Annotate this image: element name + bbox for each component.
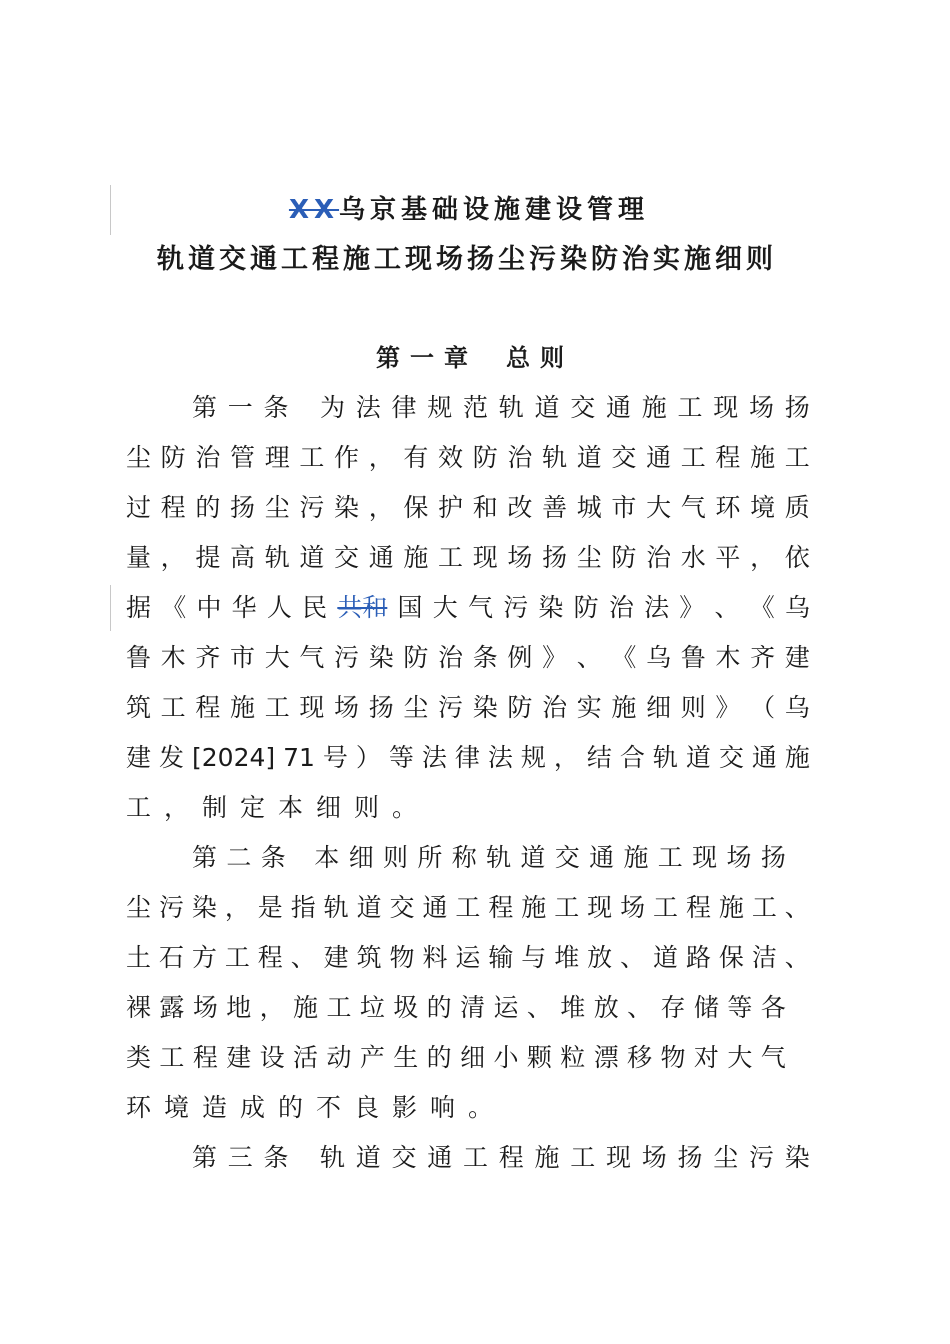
document-title-line-1 bbox=[0, 190, 944, 230]
chapter-heading bbox=[0, 340, 950, 376]
paragraph-line: 第 三 条 轨 道 交 通 工 程 施 工 现 场 扬 尘 污 染 bbox=[192, 1143, 810, 1172]
paragraph-line: 量 ， 提 高 轨 道 交 通 施 工 现 场 扬 尘 防 治 水 平 ， 依 bbox=[126, 543, 810, 572]
revision-bar bbox=[110, 585, 111, 631]
paragraph-line: 类 工 程 建 设 活 动 产 生 的 细 小 颗 粒 漂 移 物 对 大 气 bbox=[126, 1043, 786, 1072]
paragraph-line: 尘 防 治 管 理 工 作 ， 有 效 防 治 轨 道 交 通 工 程 施 工 bbox=[126, 443, 810, 472]
paragraph-line: 过 程 的 扬 尘 污 染 ， 保 护 和 改 善 城 市 大 气 环 境 质 bbox=[126, 493, 810, 522]
paragraph-line-with-revision: 据 《 中 华 人 民 共和 国 大 气 污 染 防 治 法 》 、 《 乌 bbox=[126, 588, 810, 628]
paragraph-line: 裸 露 场 地 ， 施 工 垃 圾 的 清 运 、 堆 放 、 存 储 等 各 bbox=[126, 993, 786, 1022]
paragraph-line: 第 一 条 为 法 律 规 范 轨 道 交 通 施 工 现 场 扬 bbox=[192, 393, 810, 422]
paragraph-line: 工，制定本细则。 bbox=[126, 793, 431, 822]
paragraph-line: 第 二 条 本 细 则 所 称 轨 道 交 通 施 工 现 场 扬 bbox=[192, 843, 786, 872]
deleted-text: XX bbox=[288, 195, 340, 225]
chapter-number: 第一章 bbox=[376, 344, 478, 372]
paragraph-line: 土 石 方 工 程 、 建 筑 物 料 运 输 与 堆 放 、 道 路 保 洁 、 bbox=[126, 943, 810, 972]
paragraph-line: 尘 污 染 ， 是 指 轨 道 交 通 工 程 施 工 现 场 工 程 施 工 、 bbox=[126, 893, 810, 922]
document-title-line-2: 轨道交通工程施工现场扬尘污染防治实施细则 bbox=[157, 244, 777, 275]
deleted-text: 共和 bbox=[337, 593, 388, 622]
title-text: 乌京基础设施建设管理 bbox=[339, 195, 650, 225]
chapter-name: 总则 bbox=[506, 344, 574, 372]
paragraph-line: 建 发 [2024] 71 号 ） 等 法 律 法 规 ， 结 合 轨 道 交 通 施 bbox=[126, 743, 810, 772]
paragraph-line: 环境造成的不良影响。 bbox=[126, 1093, 507, 1122]
paragraph-line: 鲁 木 齐 市 大 气 污 染 防 治 条 例 》 、 《 乌 鲁 木 齐 建 bbox=[126, 643, 810, 672]
paragraph-line: 筑 工 程 施 工 现 场 扬 尘 污 染 防 治 实 施 细 则 》 （ 乌 bbox=[126, 693, 810, 722]
